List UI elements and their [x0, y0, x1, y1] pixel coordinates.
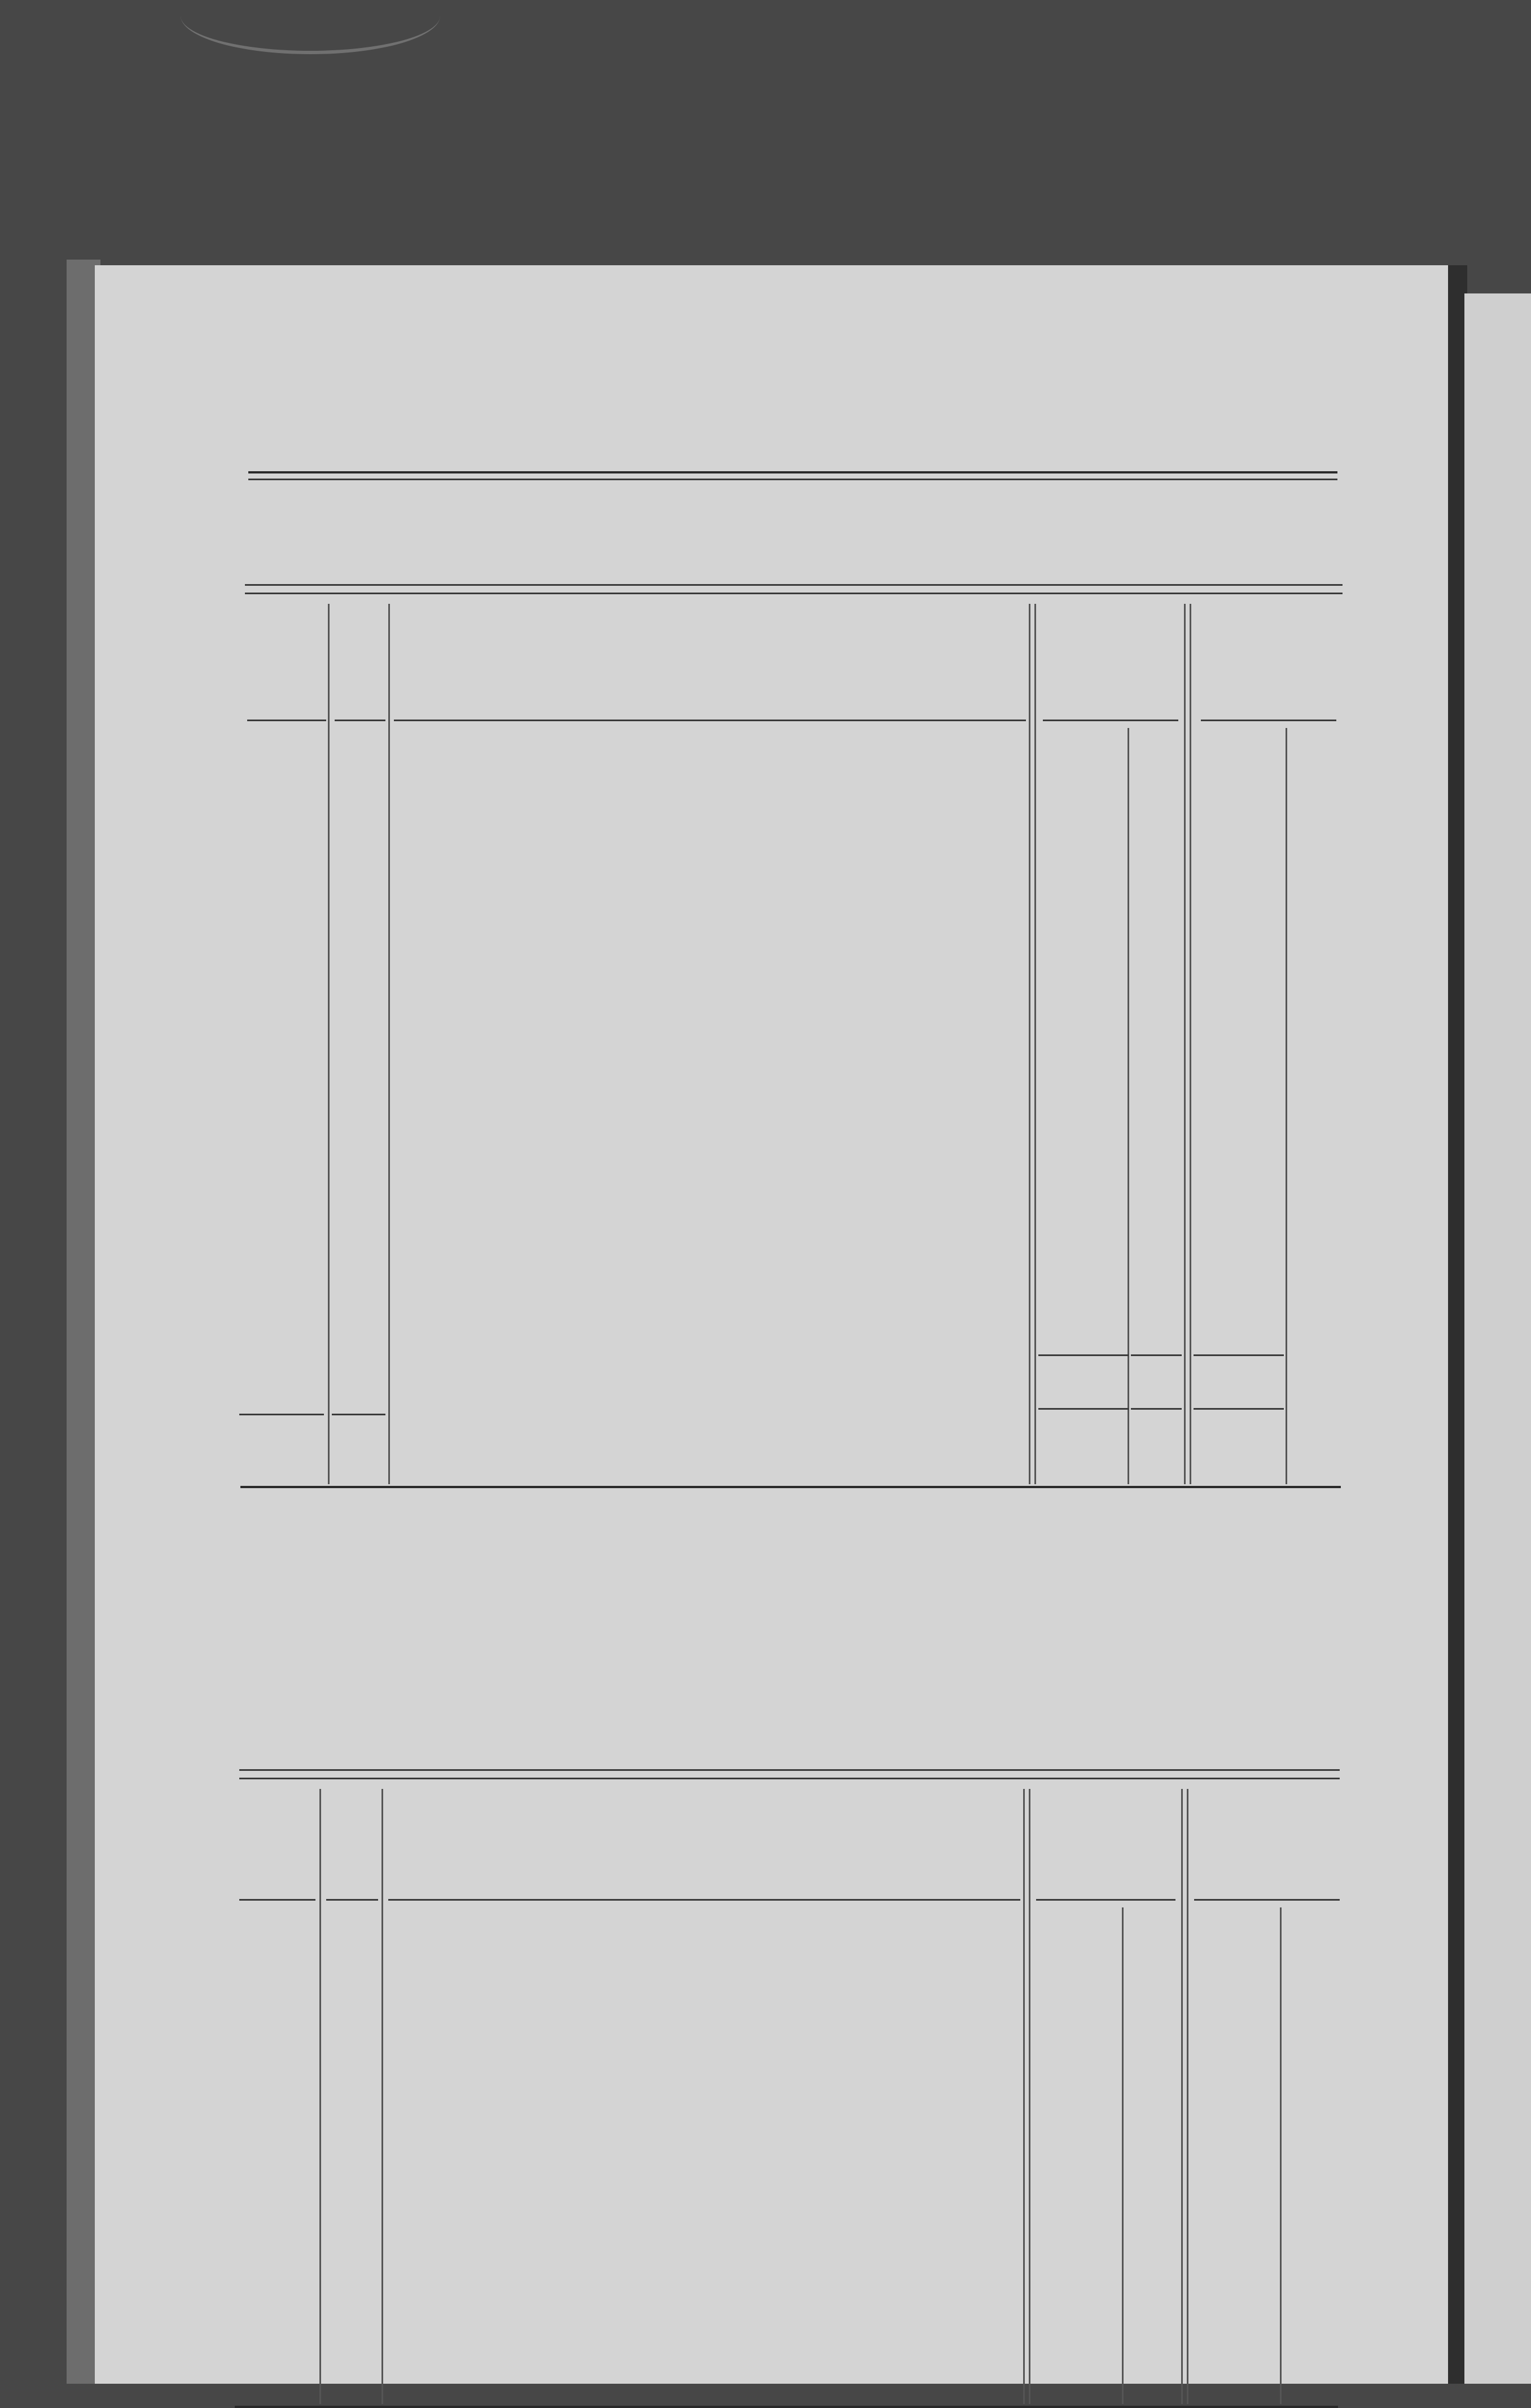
cash-col-line [1190, 604, 1191, 1484]
sales-head-rule [239, 1899, 315, 1901]
cash-col-line [328, 604, 330, 1484]
sales-col-line [1187, 1789, 1188, 2404]
sales-col-line [1122, 1907, 1124, 2404]
cash-col-line [1128, 728, 1129, 1484]
sales-col-line [319, 1789, 321, 2404]
sales-col-line [1023, 1789, 1025, 2404]
sales-head-rule [1036, 1899, 1175, 1901]
sales-col-line [1029, 1789, 1030, 2404]
cash-col-line [388, 604, 390, 1484]
cash-col-line [1034, 604, 1036, 1484]
sales-head-rule [1194, 1899, 1340, 1901]
total-rule [1194, 1354, 1284, 1356]
cash-col-line [1286, 728, 1287, 1484]
sales-top-rule [239, 1769, 1340, 1771]
cash-head-rule [1043, 720, 1178, 721]
cash-col-line [1184, 604, 1186, 1484]
cash-book-top-rule-2 [245, 593, 1343, 594]
total-rule-under [1038, 1408, 1129, 1410]
total-rule [1038, 1354, 1129, 1356]
sales-top-rule-2 [239, 1778, 1340, 1779]
total-rule-under [1194, 1408, 1284, 1410]
cash-col-line [1029, 604, 1030, 1484]
cash-head-rule [335, 720, 385, 721]
total-rule [1131, 1354, 1182, 1356]
april-rule [239, 1414, 324, 1415]
cash-book-top-rule [245, 584, 1343, 586]
photo-glare [181, 0, 440, 54]
cash-head-rule [394, 720, 1026, 721]
book-page [95, 265, 1448, 2384]
sales-head-rule [326, 1899, 378, 1901]
header-rule-thin [248, 479, 1337, 480]
sales-col-line [1280, 1907, 1282, 2404]
sales-col-line [381, 1789, 383, 2404]
cash-head-rule [1201, 720, 1336, 721]
april-rule [332, 1414, 385, 1415]
sales-head-rule [388, 1899, 1020, 1901]
cash-book-bottom-rule [240, 1486, 1341, 1488]
sales-bottom-rule [235, 2406, 1338, 2408]
sales-col-line [1181, 1789, 1183, 2404]
header-rule [248, 471, 1337, 473]
cash-head-rule [247, 720, 326, 721]
total-rule-under [1131, 1408, 1182, 1410]
next-page-fragment [1464, 293, 1531, 2384]
